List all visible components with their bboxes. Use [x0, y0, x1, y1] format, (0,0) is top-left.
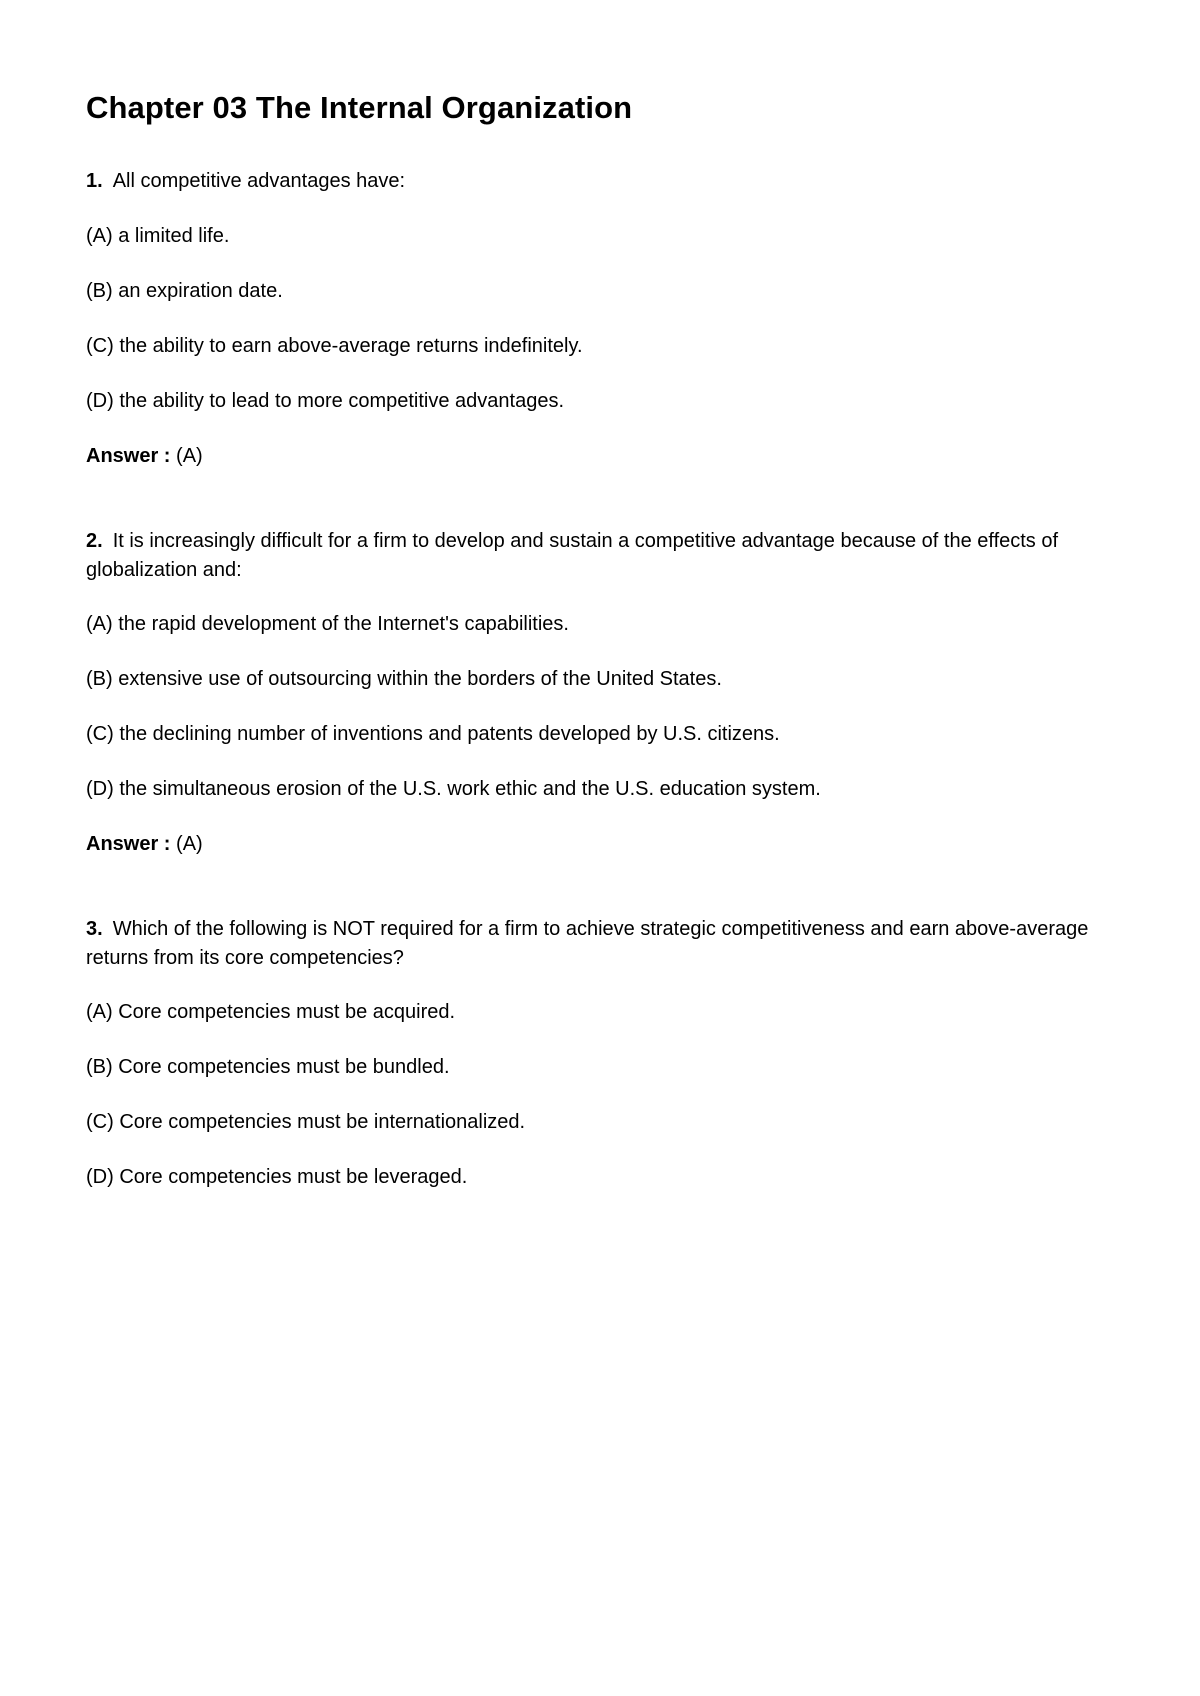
option-b: (B) extensive use of outsourcing within the borders of the United States.: [86, 668, 722, 690]
option-d: (D) the ability to lead to more competitive advantages.: [86, 390, 565, 412]
option-b: (B) an expiration date.: [86, 280, 283, 302]
question-text: [86, 915, 1126, 973]
option-d: (D) the simultaneous erosion of the U.S. work ethic and the U.S. education system.: [86, 778, 821, 800]
page-title: Chapter 03 The Internal Organization: [86, 90, 633, 125]
option-c: (C) the ability to earn above-average returns indefinitely.: [86, 335, 583, 357]
option-c: (C) the declining number of inventions and patents developed by U.S. citizens.: [86, 723, 780, 745]
question-text: [86, 527, 1126, 585]
question-prompt: Which of the following is NOT required for a firm to achieve strategic competitiveness and earn above-average returns from its core competencies?: [86, 918, 1089, 969]
answer-label: Answer :: [86, 833, 171, 855]
answer-line: [86, 830, 203, 859]
option-a: (A) the rapid development of the Internet's capabilities.: [86, 613, 569, 635]
answer-value: (A): [176, 833, 203, 855]
option-c: (C) Core competencies must be internationalized.: [86, 1111, 526, 1133]
option-d: (D) Core competencies must be leveraged.: [86, 1166, 468, 1188]
question-text: [86, 167, 1126, 196]
question-block-1: [86, 167, 1126, 467]
option-a: (A) Core competencies must be acquired.: [86, 1001, 456, 1023]
question-block-2: [86, 527, 1126, 855]
answer-value: (A): [176, 445, 203, 467]
question-prompt: All competitive advantages have:: [112, 170, 406, 192]
question-number: 2.: [86, 530, 103, 552]
answer-label: Answer :: [86, 445, 171, 467]
question-block-3: [86, 915, 1126, 1188]
answer-line: [86, 442, 203, 471]
option-b: (B) Core competencies must be bundled.: [86, 1056, 450, 1078]
option-a: (A) a limited life.: [86, 225, 230, 247]
question-prompt: It is increasingly difficult for a firm to develop and sustain a competitive advantage because of the effects of globalization and:: [86, 530, 1059, 581]
question-number: 3.: [86, 918, 103, 940]
question-number: 1.: [86, 170, 103, 192]
